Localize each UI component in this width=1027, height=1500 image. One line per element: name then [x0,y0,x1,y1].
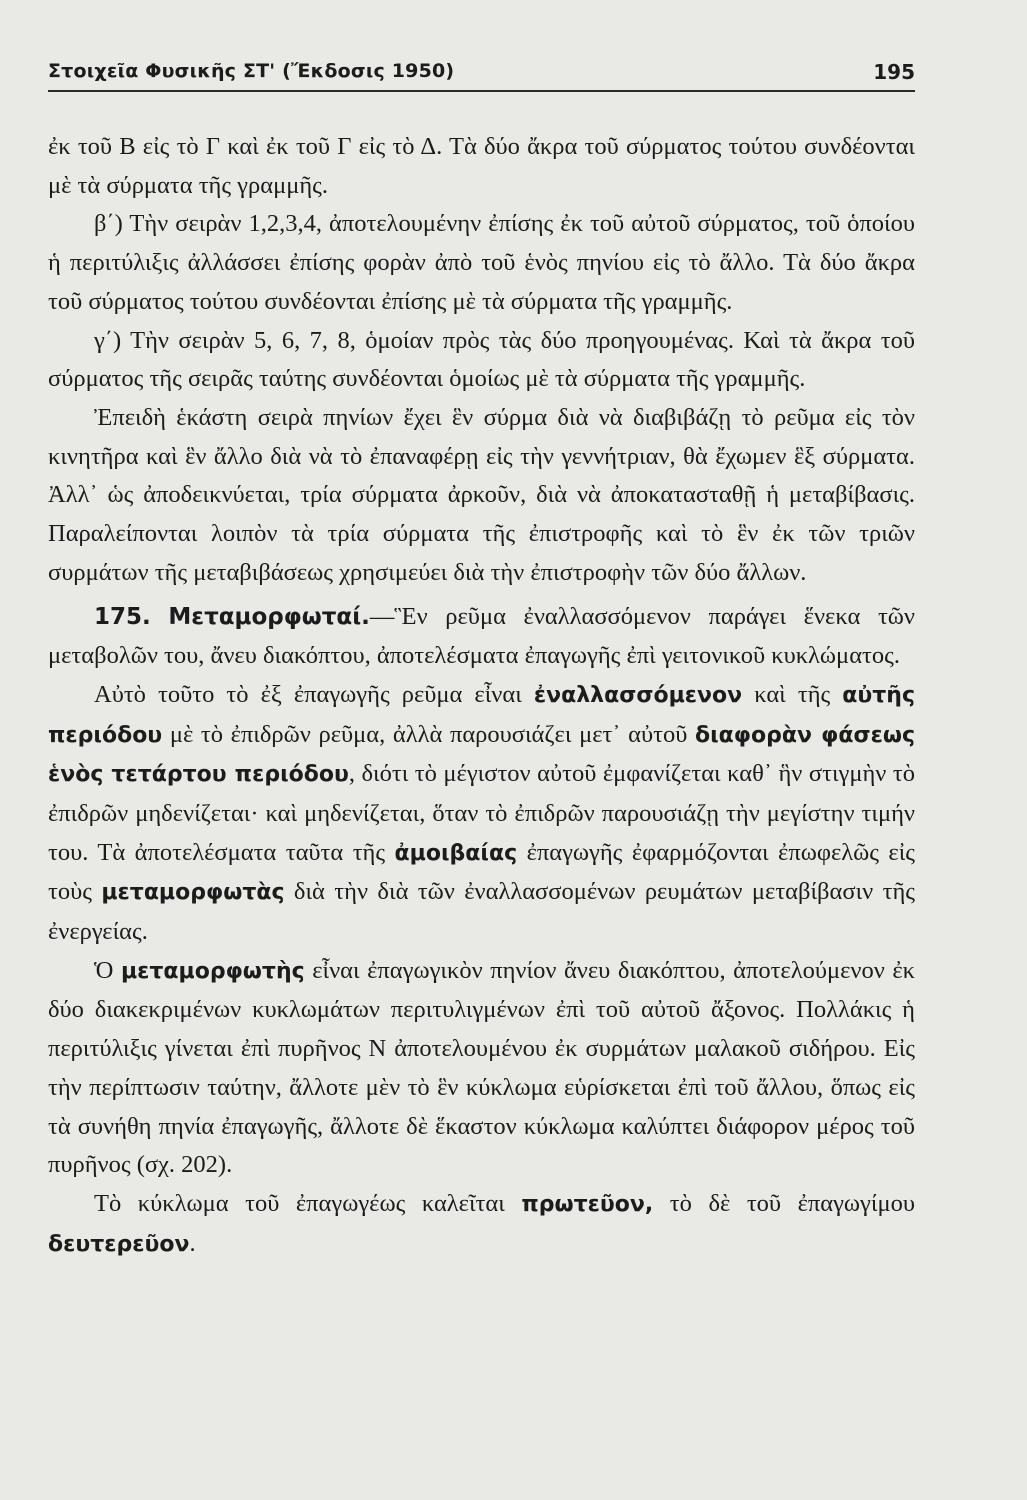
p6-bold-same-period: αὐτῆς περιόδου [48,682,916,748]
paragraph-7 [48,952,915,1185]
p6-text-a: Αὐτὸ τοῦτο τὸ ἐξ ἐπαγωγῆς ρεῦμα εἶναι [94,680,534,708]
p8-text-a: Τὸ κύκλωμα τοῦ ἐπαγωγέως καλεῖται [94,1189,522,1217]
paragraph-4: Ἐπειδὴ ἑκάστη σειρὰ πηνίων ἔχει ἓν σύρμα διὰ νὰ διαβιβάζῃ τὸ ρεῦμα εἰς τὸν κινητῆρα καὶ ἓν ἄλλο διὰ νὰ τὸ ἐπαναφέρῃ εἰς τὴν γεννήτριαν, θὰ ἔχωμεν ἓξ σύρματα. Ἀλλ᾽ ὡς ἀποδεικνύεται, τρία σύρματα ἀρκοῦν, διὰ νὰ ἀποκατασταθῇ ἡ μεταβίβασις. Παραλείπονται λοιπὸν τὰ τρία σύρματα τῆς ἐπιστροφῆς καὶ τὸ ἓν ἐκ τῶν τριῶν συρμάτων τῆς μεταβιβάσεως χρησιμεύει διὰ τὴν ἐπιστροφὴν τῶν δύο ἄλλων. [48,403,915,586]
p7-text-a: Ὁ [94,956,121,984]
body-text [48,128,915,1264]
paragraph-3: γ΄) Τὴν σειρὰν 5, 6, 7, 8, ὁμοίαν πρὸς τὰς δύο προηγουμένας. Καὶ τὰ ἄκρα τοῦ σύρματος τῆς σειρᾶς ταύτης συνδέονται ὁμοίως μὲ τὰ σύρματα τῆς γραμμῆς. [48,326,915,393]
p8-bold-primary: πρωτεῦον, [521,1191,654,1217]
p6-text-g: διὰ τὴν διὰ τῶν ἐναλλασσομένων ρευμάτων μεταβίβασιν τῆς ἐνεργείας. [48,878,915,946]
p8-bold-secondary: δευτερεῦον [48,1231,190,1257]
p8-text-d: . [189,1229,196,1257]
p6-bold-alternating: ἐναλλασσόμενον [533,682,743,708]
p6-text-f: ἐπαγωγῆς ἐφαρμόζονται ἐπωφελῶς εἰς τοὺς [48,838,915,906]
p6-bold-mutual: ἀμοιβαίας [394,840,518,866]
running-header [48,56,915,92]
section-number: 175. [94,604,151,631]
p6-bold-phase-difference: διαφορὰν φάσεως ἑνὸς τετάρτου περιόδου [48,722,915,788]
p7-bold-transformer: μεταμορφωτὴς [120,958,305,984]
paragraph-1: ἐκ τοῦ Β εἰς τὸ Γ καὶ ἐκ τοῦ Γ εἰς τὸ Δ. Τὰ δύο ἄκρα τοῦ σύρματος τούτου συνδέονται μὲ τὰ σύρματα τῆς γραμμῆς. [48,133,915,199]
section-175 [48,598,915,675]
p6-text-e: , διότι τὸ μέγιστον αὐτοῦ ἐμφανίζεται καθ᾽ ἣν στιγμὴν τὸ ἐπιδρῶν μηδενίζεται· καὶ μηδενίζεται, ὅταν τὸ ἐπιδρῶν παρουσιάζῃ τὴν μεγίστην τιμήν του. Τὰ ἀποτελέσματα ταῦτα τῆς [48,760,915,866]
p7-text-c: εἶναι ἐπαγωγικὸν πηνίον ἄνευ διακόπτου, ἀποτελούμενον ἐκ δύο διακεκριμένων κυκλωμάτων περιτυλιγμένων ἐπὶ τοῦ αὐτοῦ ἄξονος. Πολλάκις ἡ περιτύλιξις γίνεται ἐπὶ πυρῆνος Ν ἀποτελουμένου ἐκ συρμάτων μαλακοῦ σιδήρου. Εἰς τὴν περίπτωσιν ταύτην, ἄλλοτε μὲν τὸ ἓν κύκλωμα εὑρίσκεται ἐπὶ τοῦ ἄλλου, ὅπως εἰς τὰ συνήθη πηνία ἐπαγωγῆς, ἄλλοτε δὲ ἕκαστον κύκλωμα καλύπτει διάφορον μέρος τοῦ πυρῆνος (σχ. 202). [48,956,915,1179]
paragraph-8 [48,1185,915,1264]
p6-text-d: μὲ τὸ ἐπιδρῶν ρεῦμα, ἀλλὰ παρουσιάζει μετ᾽ αὐτοῦ [162,720,695,748]
header-title: Στοιχεῖα Φυσικῆς ΣΤ' (Ἔκδοσις 1950) [48,60,455,82]
section-intro-text: —Ἓν ρεῦμα ἐναλλασσόμενον παράγει ἕνεκα τῶν μεταβολῶν του, ἄνευ διακόπτου, ἀποτελέσματα ἐπαγωγῆς ἐπὶ γειτονικοῦ κυκλώματος. [48,603,915,670]
paragraph-6 [48,676,915,952]
paragraph-2: β΄) Τὴν σειρὰν 1,2,3,4, ἀποτελουμένην ἐπίσης ἐκ τοῦ αὐτοῦ σύρματος, τοῦ ὁποίου ἡ περιτύλιξις ἀλλάσσει ἐπίσης φορὰν ἀπὸ τοῦ ἑνὸς πηνίου εἰς τὸ ἄλλο. Τὰ δύο ἄκρα τοῦ σύρματος τούτου συνδέονται ἐπίσης μὲ τὰ σύρματα τῆς γραμμῆς. [48,210,915,315]
p6-text-c: καὶ τῆς [742,680,843,708]
section-title: Μεταμορφωταί. [168,604,370,631]
p6-bold-transformers: μεταμορφωτὰς [101,880,285,906]
page-number: 195 [873,60,915,84]
p8-text-c: τὸ δὲ τοῦ ἐπαγωγίμου [653,1189,915,1217]
